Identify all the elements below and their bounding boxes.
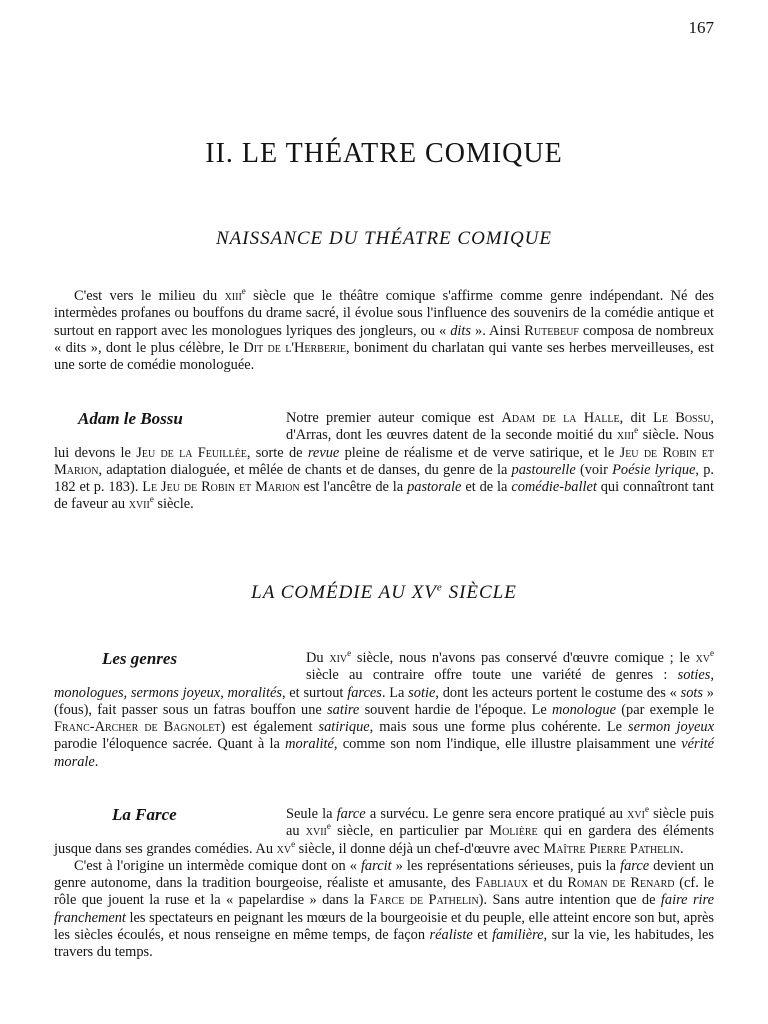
paragraph-genres: Les genres Du xiv$^e$ siècle, nous n'avons pas conservé d'œuvre comique ; le $xv^e$ siècle au contraire offre toute une variété de genres : soties, monologues, sermons joyeux, moralités, et surtout farces. La sotie, dont les acteurs portent le costume des « sots » (fous), fait passer sous un fatras bouffon une satire souvent hardie de l'époque. Le monologue (par exemple le Franc-Archer de Bagnolet) est également satirique, mais sous une forme plus cohérente. Le sermon joyeux parodie l'éloquence sacrée. Quant à la moralité, comme son nom l'indique, elle illustre plaisamment une vérité morale.: [54, 648, 715, 770]
section-title-naissance: NAISSANCE DU THÉATRE COMIQUE: [215, 228, 553, 249]
paragraph-farce-2: C'est à l'origine un intermède comique dont on « farcit » les représentations sérieuses, puis la farce devient un genre autonome, dans la tradition bourgeoise, réaliste et amusante, des Fabliaux et du Roman de Renard (cf. le rôle que jouent la ruse et la « papelardise » dans la Farce de Pathelin). Sans autre intention que de faire rire franchement les spectateurs en peignant les mœurs de la bourgeoisie et du peuple, elle atteint encore son but, après les siècles écoulés, et nous renseigne en même temps, de façon réaliste et familière, sur la vie, les habitudes, les travers du temps.: [54, 857, 714, 961]
side-heading-genres: Les genres: [102, 649, 178, 668]
chapter-title: II. LE THÉATRE COMIQUE: [205, 138, 563, 169]
section-title-comedie-xv: LA COMÉDIE AU XVe SIÈCLE: [251, 581, 517, 603]
side-heading-adam: Adam le Bossu: [78, 409, 183, 428]
section-naissance-body: [54, 288, 714, 374]
paragraph-farce-1: La Farce Seule la farce a survécu. Le genre sera encore pratiqué au xvi$^e$ siècle puis au xvii$^e$ siècle, en particulier par Molière qui en gardera des éléments jusque dans ses grandes comédies. Au $xv^e$ siècle, il donne déjà un chef-d'œuvre avec Maître Pierre Pathelin.: [54, 804, 714, 857]
paragraph-adam: Adam le Bossu Notre premier auteur comique est Adam de la Halle, dit Le Bossu, d'Arras, dont les œuvres datent de la seconde moitié du xiii$^e$ siècle. Nous lui devons le Jeu de la Feuillée, sorte de revue pleine de réalisme et de verve satirique, et le Jeu de Robin et Marion, adaptation dialoguée, et mêlée de chants et de danses, du genre de la pastourelle (voir Poésie lyrique, p. 182 et p. 183). Le Jeu de Robin et Marion est l'ancêtre de la pastorale et de la comédie-ballet qui connaîtront tant de faveur au xvii$^e$ siècle.: [54, 409, 715, 513]
section-adam-body: [54, 410, 714, 514]
page-number: 167: [688, 18, 714, 37]
section-genres-body: [54, 650, 714, 771]
section-farce-body: [54, 806, 714, 962]
paragraph-intro: C'est vers le milieu du xiii$^e$ siècle que le théâtre comique s'affirme comme genre indépendant. Né des intermèdes profanes ou bouffons du drame sacré, il évolue sous l'influence des souvenirs de la comédie antique et surtout en rapport avec les monologues lyriques des jongleurs, ou « dits ». Ainsi Rutebeuf composa de nombreux « dits », dont le plus célèbre, le Dit de l'Herberie, boniment du charlatan qui vante ses herbes merveilleuses, est une sorte de comédie monologuée.: [54, 286, 714, 374]
side-heading-farce: La Farce: [112, 805, 177, 824]
